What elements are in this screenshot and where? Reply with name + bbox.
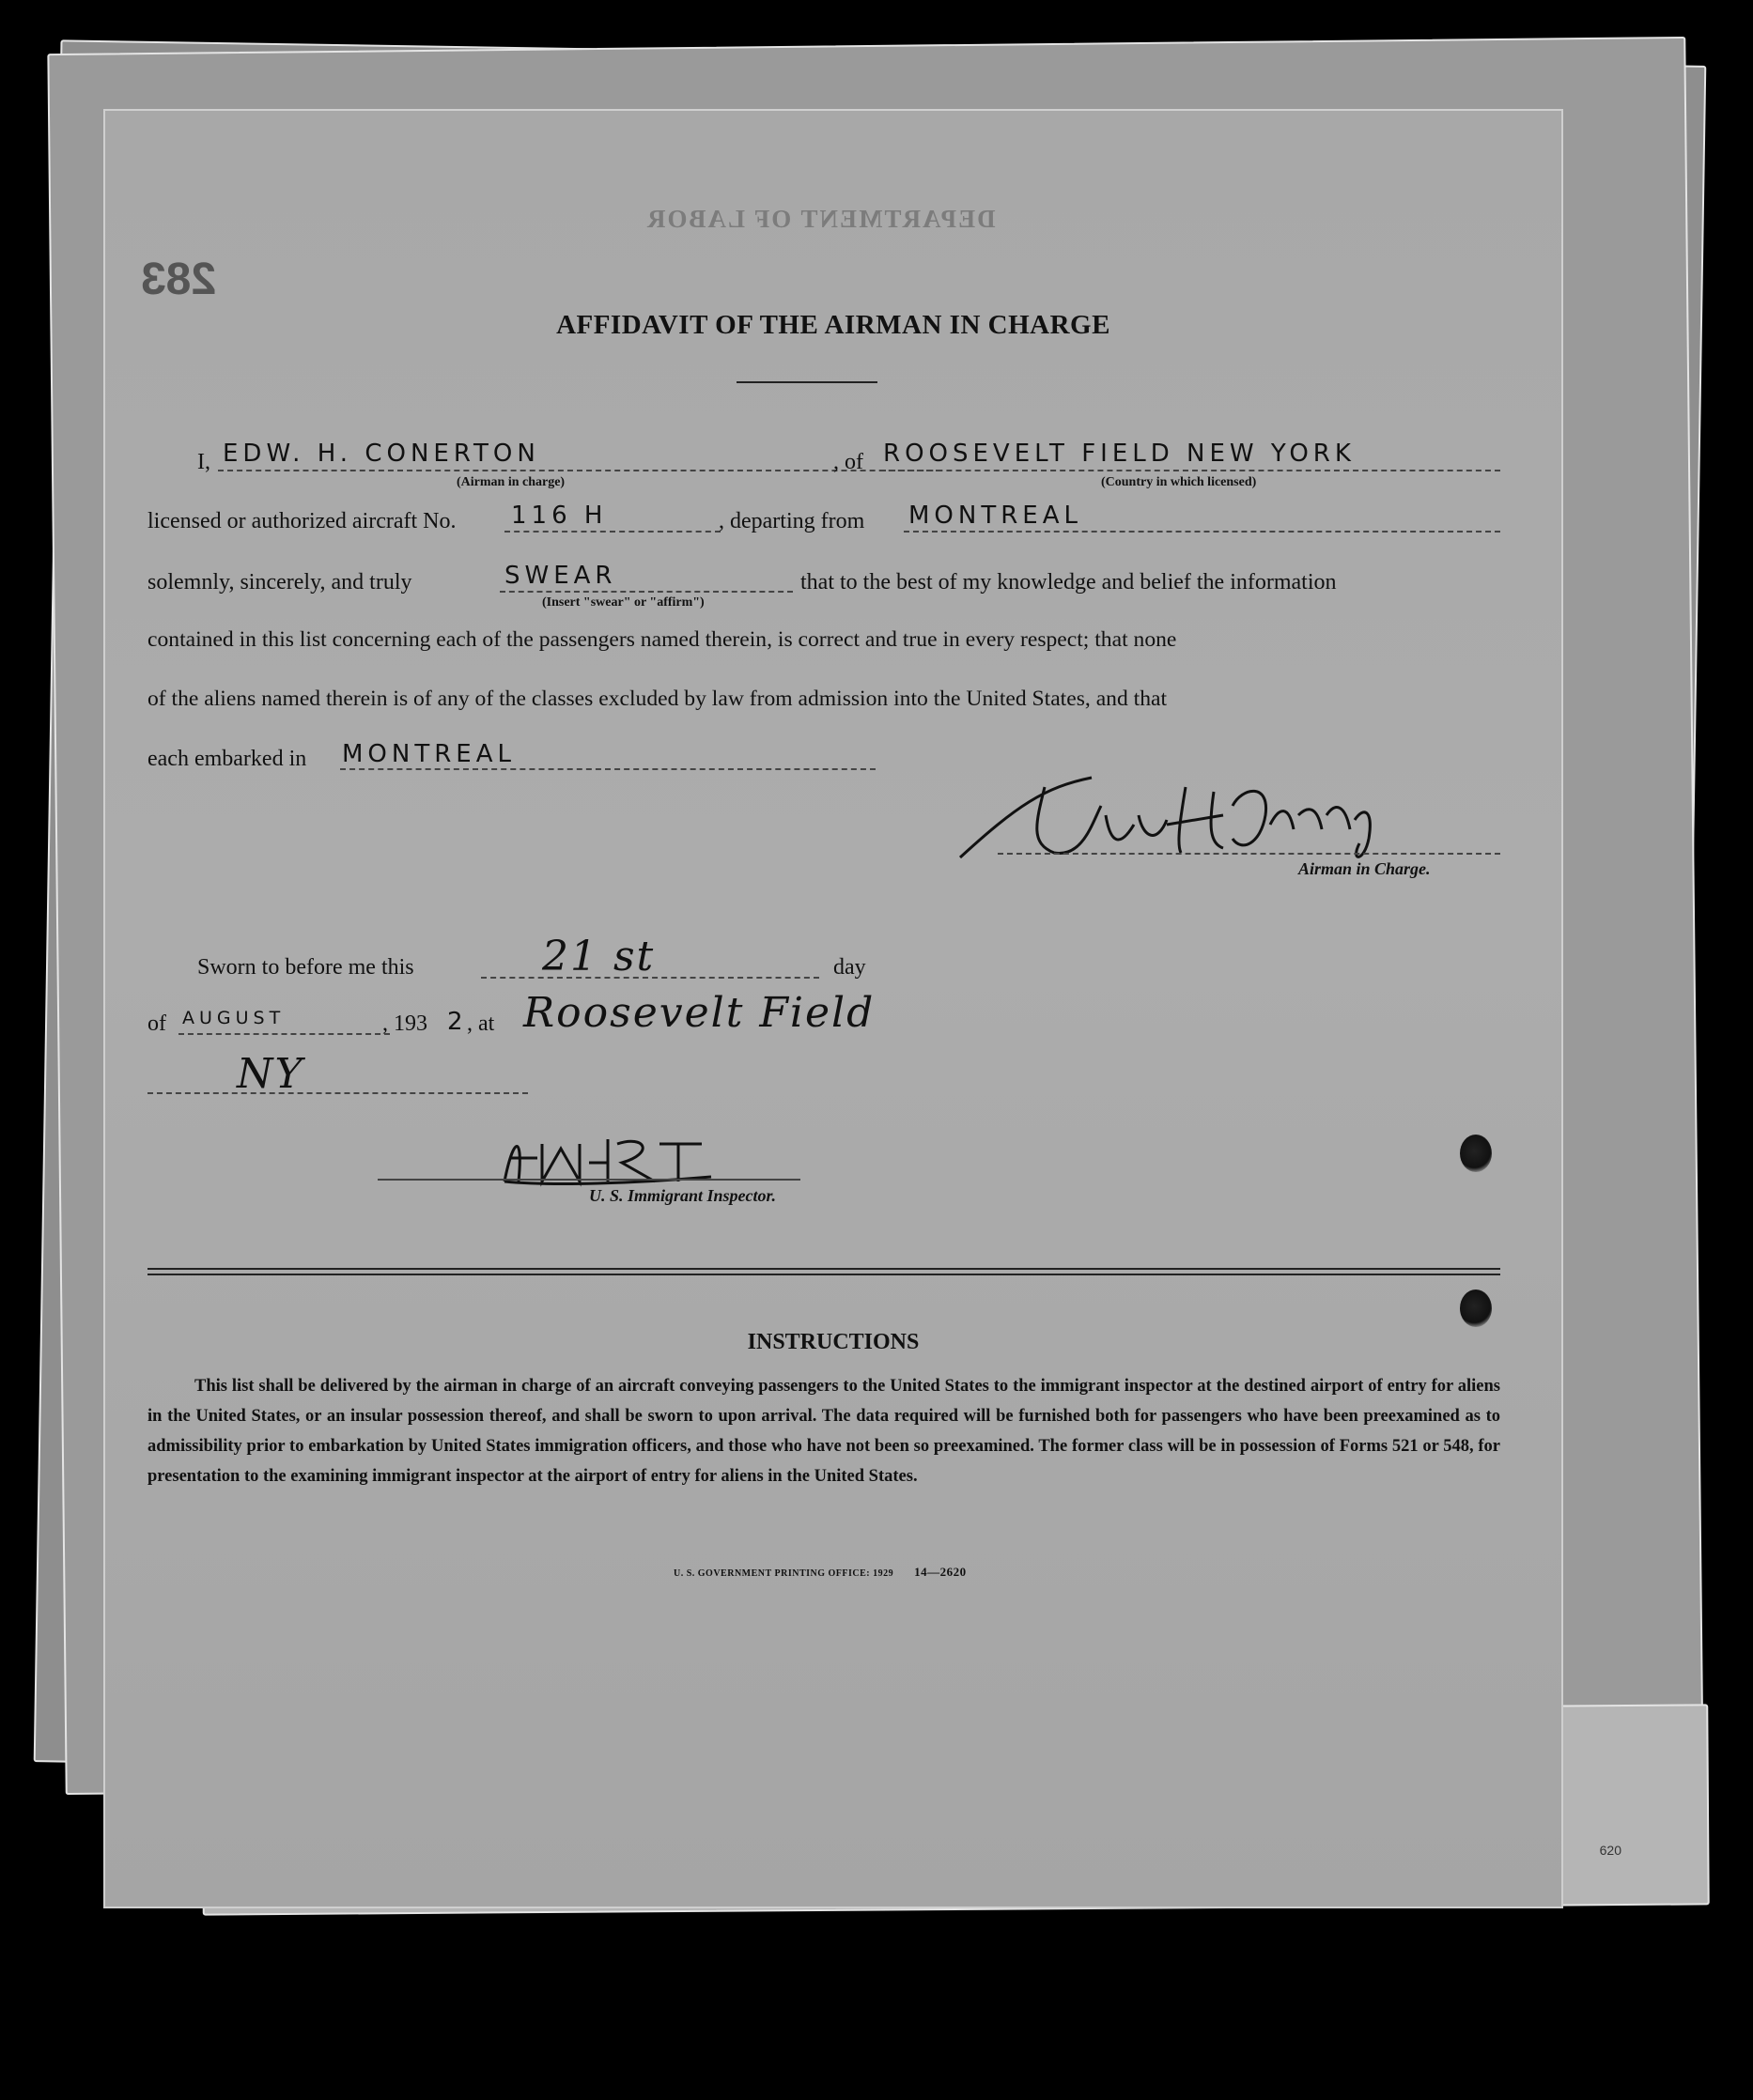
sworn-day-line (481, 977, 819, 979)
sworn-year-digit: 2 (447, 1008, 468, 1036)
printing-office-label: U. S. GOVERNMENT PRINTING OFFICE: 1929 (674, 1568, 894, 1579)
section-divider-bottom (147, 1274, 1500, 1275)
aircraft-number-line (504, 531, 721, 533)
bleed-through-stamp: DEPARTMENT OF LABOR (645, 205, 996, 233)
airman-signature-caption: Airman in Charge. (1298, 859, 1431, 878)
embarked-in-line (340, 768, 876, 770)
oath-caption: (Insert "swear" or "affirm") (542, 595, 705, 610)
sworn-month-line (178, 1033, 390, 1035)
section-divider-top (147, 1268, 1500, 1270)
affidavit-line-5: of the aliens named therein is of any of the classes excluded by law from admission into the United States, and that (147, 687, 1168, 711)
airman-signature-line (998, 853, 1500, 855)
country-caption: (Country in which licensed) (1101, 475, 1257, 489)
sworn-place-value: Roosevelt Field (523, 989, 876, 1037)
solemnly-suffix: that to the best of my knowledge and belief the information (800, 570, 1337, 594)
embarked-in-value: MONTREAL (342, 740, 516, 768)
inspector-signature-line (378, 1179, 800, 1181)
sworn-month-value: AUGUST (182, 1008, 286, 1028)
title-underline (737, 381, 877, 383)
aircraft-label: licensed or authorized aircraft No. (147, 509, 457, 533)
printing-office-imprint (674, 1565, 967, 1580)
departing-from-line (904, 531, 1500, 533)
location-line (880, 470, 1500, 471)
departing-from-value: MONTREAL (908, 502, 1082, 530)
sworn-place-line (147, 1092, 528, 1094)
airman-name-value: EDW. H. CONERTON (223, 440, 540, 468)
sworn-year-prefix: , 193 (382, 1011, 427, 1036)
airman-prefix: I, (197, 450, 210, 474)
sworn-place-line2: NY (237, 1050, 304, 1098)
page-title: AFFIDAVIT OF THE AIRMAN IN CHARGE (556, 310, 1110, 340)
aircraft-number-value: 116 H (511, 502, 608, 530)
departing-label: , departing from (719, 509, 865, 533)
affidavit-page (105, 111, 1561, 1907)
sworn-day-label: day (833, 955, 866, 980)
oath-line (500, 591, 793, 593)
of-label: , of (833, 450, 863, 474)
embarked-label: each embarked in (147, 747, 307, 771)
solemnly-label: solemnly, sincerely, and truly (147, 570, 412, 594)
sworn-of-label: of (147, 1011, 166, 1036)
form-code: 14—2620 (914, 1565, 967, 1579)
instructions-body: This list shall be delivered by the airman in charge of an aircraft conveying passengers to the United States to the immigrant inspector at the destined airport of entry for aliens in the United States, or an insular possession thereof, and shall be sworn to upon arrival. The data required will be furnished both for passengers who have been preexamined as to admissibility prior to embarkation by United States immigration officers, and those who have not been so preexamined. The former class will be in possession of Forms 521 or 548, for presentation to the examining immigrant inspector at the airport of entry for aliens in the United States. (147, 1377, 1500, 1486)
punch-hole (1460, 1135, 1492, 1172)
instructions-title: INSTRUCTIONS (747, 1330, 920, 1354)
punch-hole (1460, 1289, 1492, 1327)
edge-form-code: 620 (1599, 1843, 1621, 1858)
location-value: ROOSEVELT FIELD NEW YORK (883, 440, 1356, 468)
sworn-day-value: 21 st (542, 933, 656, 981)
affidavit-line-4: contained in this list concerning each of the passengers named therein, is correct and true in every respect; that none (147, 627, 1177, 652)
inspector-caption: U. S. Immigrant Inspector. (589, 1186, 777, 1205)
sworn-label: Sworn to before me this (197, 955, 414, 980)
oath-value: SWEAR (504, 562, 617, 590)
page-number: 283 (141, 255, 217, 304)
airman-caption: (Airman in charge) (457, 475, 566, 489)
sworn-at-label: , at (467, 1011, 495, 1036)
